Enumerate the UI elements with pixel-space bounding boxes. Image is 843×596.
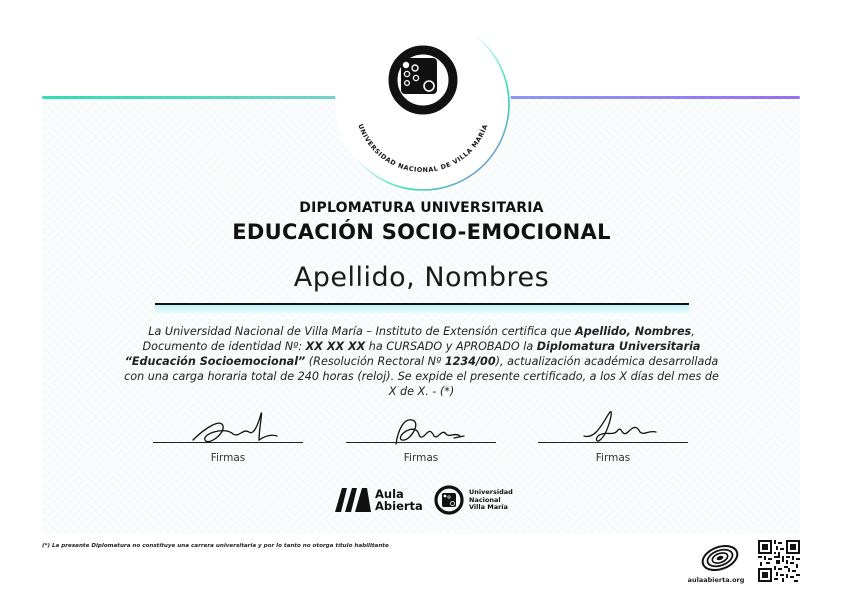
signature-1-image bbox=[153, 406, 303, 446]
aula-abierta-logo-icon bbox=[335, 488, 371, 512]
unvm-wordmark: Universidad Nacional Villa María bbox=[469, 488, 513, 511]
qr-code-icon bbox=[758, 540, 800, 582]
aula-abierta-wordmark: Aula Abierta bbox=[375, 487, 423, 513]
certificate-body: La Universidad Nacional de Villa María – Instituto de Extensión certifica que Apellido, Nombres, Documento de identidad Nº: XX XX XX ha CURSADO y APROBADO la Diplomatura Universitaria “Educación Socioemocional” (Resolución Rectoral Nº 1234/00), actualización académica desarrollada con una carga horaria total de 240 horas (reloj). Se expide el presente certificado, a los X días del mes de X de X. - (*) bbox=[124, 325, 719, 398]
certificate-subtitle: DIPLOMATURA UNIVERSITARIA bbox=[299, 200, 544, 216]
certificate-title: EDUCACIÓN SOCIO-EMOCIONAL bbox=[232, 220, 611, 244]
footer-url: aulaabierta.org bbox=[687, 576, 745, 584]
body-document-number: XX XX XX bbox=[305, 340, 366, 353]
top-border-left bbox=[42, 96, 342, 99]
seal-ring-text: UNIVERSIDAD NACIONAL DE VILLA MARÍA bbox=[356, 122, 490, 175]
top-border-right bbox=[500, 96, 800, 99]
body-program-name: Diplomatura Universitaria “Educación Socioemocional” bbox=[124, 340, 701, 368]
recipient-name: Apellido, Nombres bbox=[293, 262, 550, 293]
body-resolution-number: 1234/00 bbox=[444, 355, 496, 368]
signature-label: Firmas bbox=[403, 452, 439, 464]
signature-label: Firmas bbox=[595, 452, 631, 464]
university-seal bbox=[335, 16, 511, 192]
body-recipient-name: Apellido, Nombres bbox=[575, 325, 692, 338]
footnote: (*) La presente Diplomatura no constituye una carrera universitaria y por lo tanto no otorga título habilitante bbox=[42, 543, 389, 549]
unvm-logo-icon bbox=[436, 487, 462, 513]
signature-2-image bbox=[346, 406, 496, 446]
partner-logos bbox=[333, 484, 523, 518]
signature-block-2 bbox=[346, 406, 496, 466]
recipient-highlight-band bbox=[155, 305, 689, 313]
signature-block-3 bbox=[538, 406, 688, 466]
signature-block-1 bbox=[153, 406, 303, 466]
signature-3-image bbox=[538, 406, 688, 446]
signature-label: Firmas bbox=[210, 452, 246, 464]
spiral-logo-icon bbox=[698, 540, 748, 576]
